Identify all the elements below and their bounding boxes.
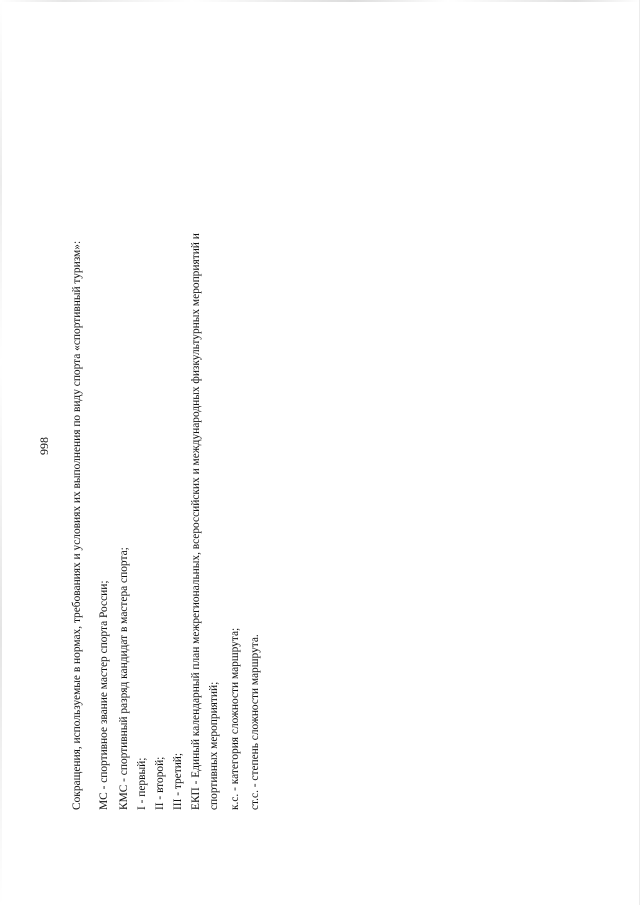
abbreviation-ms: МС - спортивное звание мастер спорта России; [98,580,110,810]
abbreviation-third: III - третий; [172,752,184,810]
page-number: 998 [37,437,51,455]
abbreviation-ekp: ЕКП - Единый календарный план межрегиональных, всероссийских и международных физкультурных мероприятий и [190,233,202,810]
abbreviations-heading: Сокращения, используемые в нормах, требованиях и условиях их выполнения по виду спорта «спортивный туризм»: [71,240,83,810]
abbreviation-ks: к.с. - категория сложности маршрута; [229,627,241,810]
abbreviations-section [70,50,262,810]
abbreviation-second: II - второй; [154,756,166,810]
abbreviation-sts: ст.с. - степень сложности маршрута. [249,634,261,810]
abbreviation-first: I - первый; [136,757,148,810]
abbreviation-kms: КМС - спортивный разряд кандидат в мастера спорта; [118,547,130,810]
abbreviation-ekp-continued: спортивных мероприятий; [208,681,220,810]
